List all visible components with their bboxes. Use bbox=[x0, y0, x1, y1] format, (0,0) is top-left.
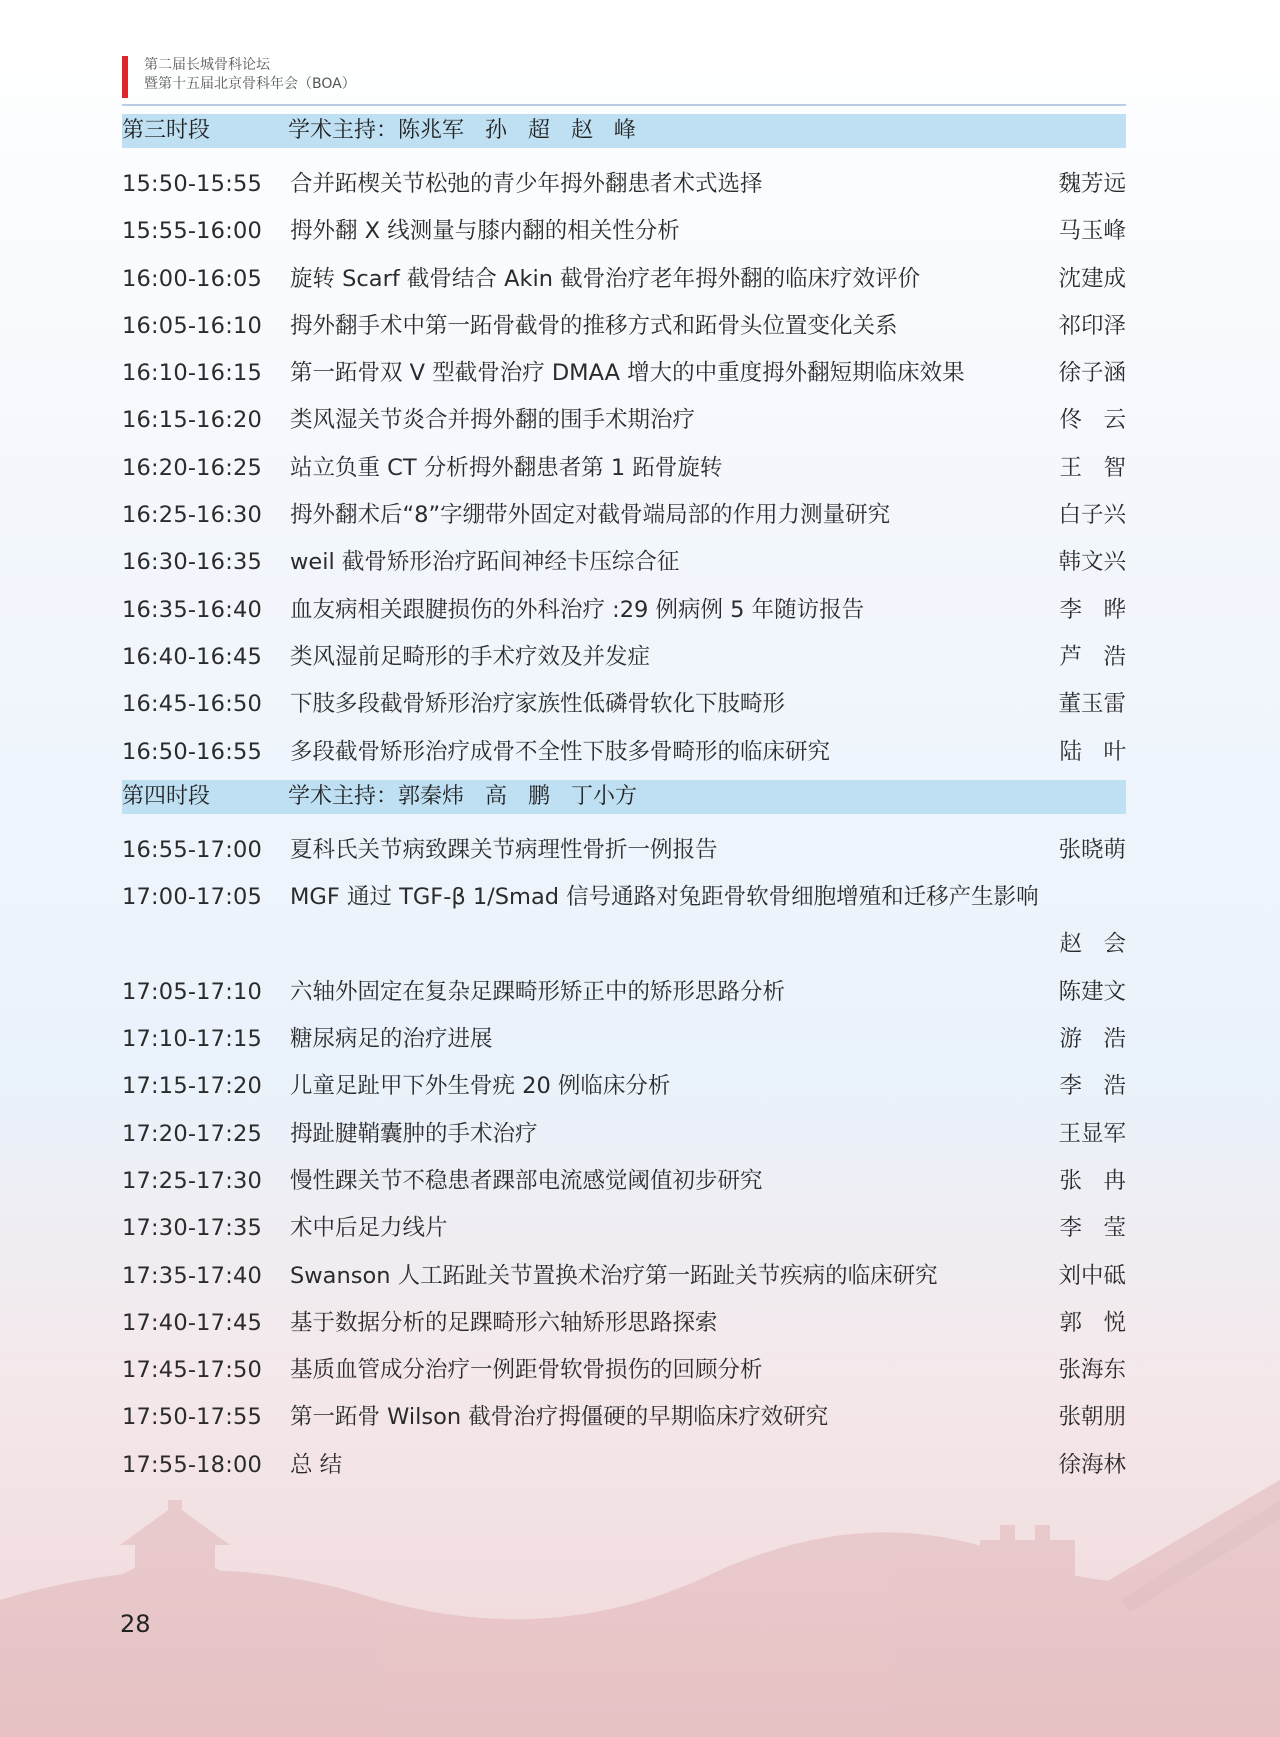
agenda-row bbox=[122, 827, 1126, 874]
talk-speaker: 芦 浩 bbox=[1059, 643, 1126, 670]
talk-speaker: 王显军 bbox=[1058, 1120, 1126, 1147]
talk-topic: 下肢多段截骨矫形治疗家族性低磷骨软化下肢畸形 bbox=[290, 691, 786, 718]
agenda-row bbox=[122, 350, 1126, 397]
talk-topic: 第一跖骨 Wilson 截骨治疗拇僵硬的早期临床疗效研究 bbox=[290, 1404, 829, 1431]
talk-topic: 术中后足力线片 bbox=[290, 1215, 448, 1242]
talk-speaker: 白子兴 bbox=[1058, 502, 1126, 529]
talk-time: 16:45-16:50 bbox=[122, 691, 263, 718]
talk-speaker: 刘中砥 bbox=[1058, 1262, 1126, 1289]
session-header-4 bbox=[122, 780, 1126, 814]
talk-topic: 站立负重 CT 分析拇外翻患者第 1 跖骨旋转 bbox=[290, 454, 723, 481]
talk-topic: weil 截骨矫形治疗跖间神经卡压综合征 bbox=[290, 549, 680, 576]
session-header-3 bbox=[122, 114, 1126, 148]
talk-time: 17:30-17:35 bbox=[122, 1215, 263, 1242]
talk-topic: 慢性踝关节不稳患者踝部电流感觉阈值初步研究 bbox=[290, 1167, 763, 1194]
talk-topic: 基于数据分析的足踝畸形六轴矫形思路探索 bbox=[290, 1309, 718, 1336]
agenda-row bbox=[122, 1442, 1126, 1489]
talk-time: 17:35-17:40 bbox=[122, 1262, 263, 1289]
agenda-row bbox=[122, 1158, 1126, 1205]
talk-speaker: 张朝朋 bbox=[1058, 1404, 1126, 1431]
agenda-row bbox=[122, 1253, 1126, 1300]
talk-time: 17:20-17:25 bbox=[122, 1120, 263, 1147]
talk-speaker: 张海东 bbox=[1058, 1357, 1126, 1384]
talk-time: 17:55-18:00 bbox=[122, 1451, 263, 1478]
talk-time: 16:20-16:25 bbox=[122, 454, 263, 481]
talk-time: 16:25-16:30 bbox=[122, 502, 263, 529]
agenda-table bbox=[122, 114, 1126, 1489]
talk-time: 17:25-17:30 bbox=[122, 1167, 263, 1194]
talk-time: 16:30-16:35 bbox=[122, 549, 263, 576]
talk-time: 17:10-17:15 bbox=[122, 1026, 263, 1053]
conference-header bbox=[122, 56, 356, 98]
talk-time: 17:40-17:45 bbox=[122, 1309, 263, 1336]
talk-topic: 旋转 Scarf 截骨结合 Akin 截骨治疗老年拇外翻的临床疗效评价 bbox=[290, 265, 921, 292]
talk-topic: 夏科氏关节病致踝关节病理性骨折一例报告 bbox=[290, 836, 718, 863]
talk-time: 17:05-17:10 bbox=[122, 978, 263, 1005]
agenda-row bbox=[122, 539, 1126, 586]
talk-time: 16:00-16:05 bbox=[122, 265, 263, 292]
talk-time: 16:15-16:20 bbox=[122, 407, 263, 434]
talk-topic: 拇外翻 X 线测量与膝内翻的相关性分析 bbox=[290, 218, 680, 245]
header-divider bbox=[122, 104, 1126, 106]
talk-speaker: 魏芳远 bbox=[1058, 171, 1126, 197]
talk-speaker: 赵 会 bbox=[1059, 931, 1126, 958]
talk-topic: 多段截骨矫形治疗成骨不全性下肢多骨畸形的临床研究 bbox=[290, 738, 831, 765]
talk-speaker: 徐子涵 bbox=[1058, 360, 1126, 387]
agenda-row bbox=[122, 969, 1126, 1016]
talk-topic: 总 结 bbox=[290, 1451, 343, 1478]
page-number: 28 bbox=[120, 1610, 151, 1638]
talk-topic: 糖尿病足的治疗进展 bbox=[290, 1026, 493, 1053]
talk-topic: MGF 通过 TGF-β 1/Smad 信号通路对兔距骨软骨细胞增殖和迁移产生影响 bbox=[290, 884, 1039, 911]
talk-time: 16:55-17:00 bbox=[122, 836, 263, 863]
talk-topic: 第一跖骨双 V 型截骨治疗 DMAA 增大的中重度拇外翻短期临床效果 bbox=[290, 360, 965, 387]
talk-time: 16:50-16:55 bbox=[122, 738, 263, 765]
agenda-row bbox=[122, 208, 1126, 255]
talk-time: 16:10-16:15 bbox=[122, 360, 263, 387]
talk-topic: 六轴外固定在复杂足踝畸形矫正中的矫形思路分析 bbox=[290, 978, 786, 1005]
agenda-row bbox=[122, 1394, 1126, 1441]
talk-time: 17:00-17:05 bbox=[122, 884, 263, 911]
talk-topic: 拇外翻术后“8”字绷带外固定对截骨端局部的作用力测量研究 bbox=[290, 502, 891, 529]
session-host: 学术主持：陈兆军 孙 超 赵 峰 bbox=[288, 118, 636, 143]
agenda-row bbox=[122, 587, 1126, 634]
agenda-row bbox=[122, 681, 1126, 728]
conference-name: 第二届长城骨科论坛 bbox=[144, 57, 270, 73]
session-host: 学术主持：郭秦炜 高 鹏 丁小方 bbox=[288, 783, 637, 809]
agenda-row bbox=[122, 1347, 1126, 1394]
agenda-row bbox=[122, 1063, 1126, 1110]
talk-topic: Swanson 人工跖趾关节置换术治疗第一跖趾关节疾病的临床研究 bbox=[290, 1262, 938, 1289]
talk-speaker: 王 智 bbox=[1059, 454, 1126, 481]
talk-time: 15:55-16:00 bbox=[122, 218, 263, 245]
talk-speaker: 游 浩 bbox=[1059, 1026, 1126, 1053]
agenda-row bbox=[122, 445, 1126, 492]
talk-speaker: 马玉峰 bbox=[1058, 218, 1126, 245]
agenda-row bbox=[122, 1205, 1126, 1252]
talk-topic: 合并跖楔关节松弛的青少年拇外翻患者术式选择 bbox=[290, 171, 763, 197]
talk-speaker: 沈建成 bbox=[1058, 265, 1126, 292]
talk-time: 17:50-17:55 bbox=[122, 1404, 263, 1431]
talk-topic: 拇外翻手术中第一跖骨截骨的推移方式和跖骨头位置变化关系 bbox=[290, 312, 898, 339]
talk-time: 17:15-17:20 bbox=[122, 1073, 263, 1100]
agenda-row bbox=[122, 634, 1126, 681]
talk-speaker: 李 浩 bbox=[1059, 1073, 1126, 1100]
talk-speaker: 张晓萌 bbox=[1058, 836, 1126, 863]
talk-topic: 儿童足趾甲下外生骨疣 20 例临床分析 bbox=[290, 1073, 671, 1100]
talk-time: 15:50-15:55 bbox=[122, 171, 263, 197]
talk-speaker: 韩文兴 bbox=[1058, 549, 1126, 576]
agenda-row bbox=[122, 729, 1126, 776]
talk-topic: 基质血管成分治疗一例距骨软骨损伤的回顾分析 bbox=[290, 1357, 763, 1384]
talk-speaker: 李 莹 bbox=[1059, 1215, 1126, 1242]
session-title: 第四时段 bbox=[122, 783, 211, 809]
talk-time: 16:35-16:40 bbox=[122, 596, 263, 623]
agenda-row bbox=[122, 161, 1126, 208]
conference-subtitle: 暨第十五届北京骨科年会（BOA） bbox=[144, 76, 356, 92]
talk-speaker: 陈建文 bbox=[1058, 978, 1126, 1005]
talk-time: 16:40-16:45 bbox=[122, 643, 263, 670]
agenda-row bbox=[122, 1016, 1126, 1063]
talk-time: 16:05-16:10 bbox=[122, 312, 263, 339]
talk-time: 17:45-17:50 bbox=[122, 1357, 263, 1384]
agenda-row bbox=[122, 492, 1126, 539]
agenda-row bbox=[122, 303, 1126, 350]
agenda-row bbox=[122, 256, 1126, 303]
talk-speaker: 徐海林 bbox=[1058, 1451, 1126, 1478]
talk-topic: 类风湿关节炎合并拇外翻的围手术期治疗 bbox=[290, 407, 696, 434]
talk-speaker: 陆 叶 bbox=[1059, 738, 1126, 765]
agenda-row bbox=[122, 1300, 1126, 1347]
talk-topic: 类风湿前足畸形的手术疗效及并发症 bbox=[290, 643, 651, 670]
session-title: 第三时段 bbox=[122, 118, 211, 143]
talk-speaker: 董玉雷 bbox=[1058, 691, 1126, 718]
talk-speaker: 张 冉 bbox=[1059, 1167, 1126, 1194]
talk-topic: 血友病相关跟腱损伤的外科治疗 :29 例病例 5 年随访报告 bbox=[290, 596, 865, 623]
talk-speaker: 郭 悦 bbox=[1059, 1309, 1126, 1336]
agenda-row bbox=[122, 397, 1126, 444]
talk-speaker: 佟 云 bbox=[1059, 407, 1126, 434]
talk-speaker: 李 晔 bbox=[1059, 596, 1126, 623]
agenda-row bbox=[122, 874, 1126, 969]
talk-speaker: 祁印泽 bbox=[1058, 312, 1126, 339]
agenda-row bbox=[122, 1111, 1126, 1158]
talk-topic: 拇趾腱鞘囊肿的手术治疗 bbox=[290, 1120, 538, 1147]
